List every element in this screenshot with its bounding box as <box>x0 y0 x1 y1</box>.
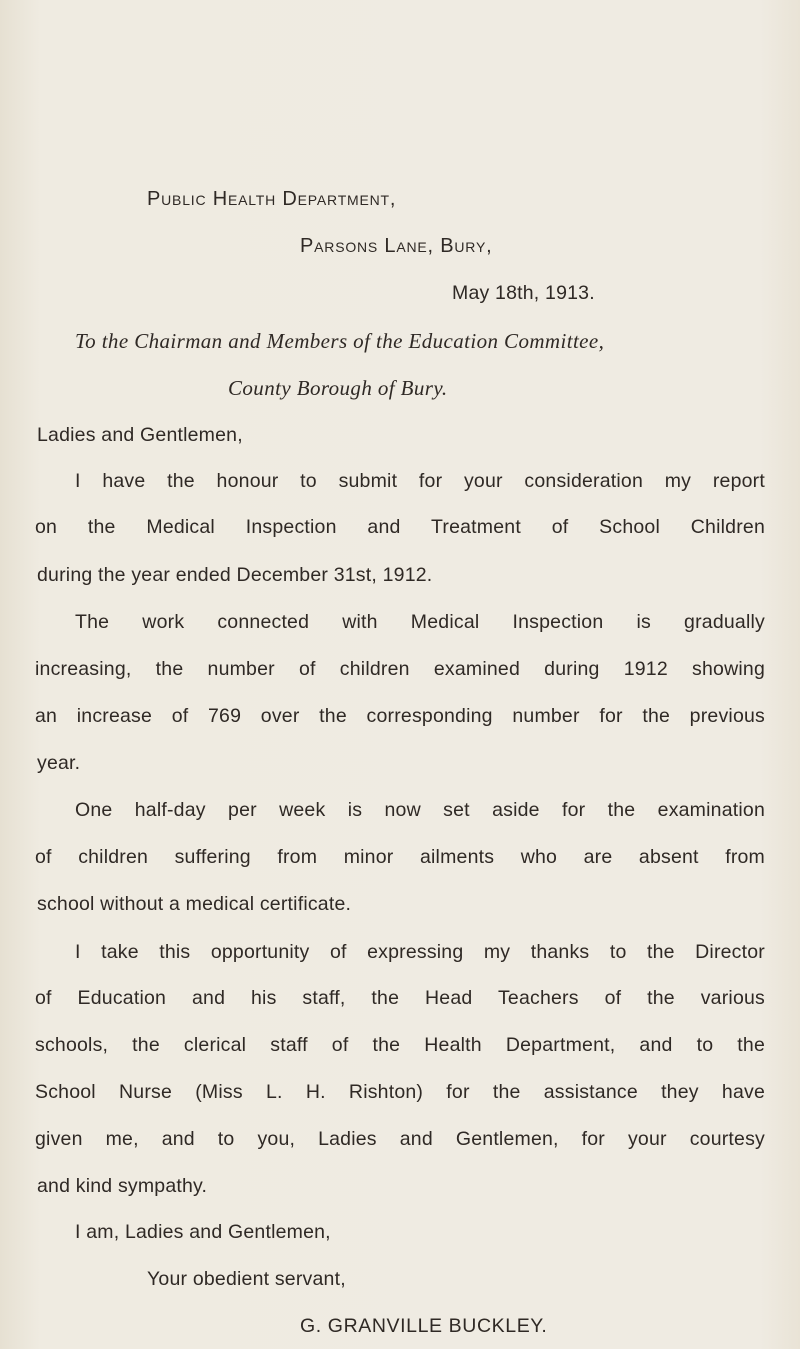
closing-line-2: Your obedient servant, <box>147 1268 346 1290</box>
paragraph-2-line-1: The work connected with Medical Inspection is gradually <box>75 611 765 633</box>
paragraph-2-line-4: year. <box>37 752 81 774</box>
paragraph-4-line-1: I take this opportunity of expressing my thanks to the Director <box>75 941 765 963</box>
paragraph-2-line-3: an increase of 769 over the corresponding number for the previous <box>35 705 765 727</box>
letter-date: May 18th, 1913. <box>452 282 595 304</box>
paragraph-1-line-3: during the year ended December 31st, 1912. <box>37 564 433 586</box>
paragraph-3-line-3: school without a medical certificate. <box>37 893 352 915</box>
paragraph-4-line-5: given me, and to you, Ladies and Gentlemen, for your courtesy <box>35 1128 765 1150</box>
department-heading: Public Health Department, <box>147 188 397 210</box>
addressee-line-2: County Borough of Bury. <box>228 376 448 400</box>
paragraph-4-line-4: School Nurse (Miss L. H. Rishton) for the assistance they have <box>35 1081 765 1103</box>
signature: G. GRANVILLE BUCKLEY. <box>300 1315 548 1337</box>
paragraph-3-line-2: of children suffering from minor ailments who are absent from <box>35 846 765 868</box>
paragraph-4-line-6: and kind sympathy. <box>37 1175 208 1197</box>
paragraph-1-line-2: on the Medical Inspection and Treatment of School Children <box>35 516 765 538</box>
paragraph-2-line-2: increasing, the number of children examined during 1912 showing <box>35 658 765 680</box>
closing-line-1: I am, Ladies and Gentlemen, <box>75 1221 331 1243</box>
paragraph-4-line-2: of Education and his staff, the Head Teachers of the various <box>35 987 765 1009</box>
paragraph-1-line-1: I have the honour to submit for your consideration my report <box>75 470 765 492</box>
salutation: Ladies and Gentlemen, <box>37 424 243 446</box>
paragraph-4-line-3: schools, the clerical staff of the Health Department, and to the <box>35 1034 765 1056</box>
paragraph-3-line-1: One half-day per week is now set aside for the examination <box>75 799 765 821</box>
addressee-line-1: To the Chairman and Members of the Education Committee, <box>75 329 605 353</box>
address-line: Parsons Lane, Bury, <box>300 235 493 257</box>
